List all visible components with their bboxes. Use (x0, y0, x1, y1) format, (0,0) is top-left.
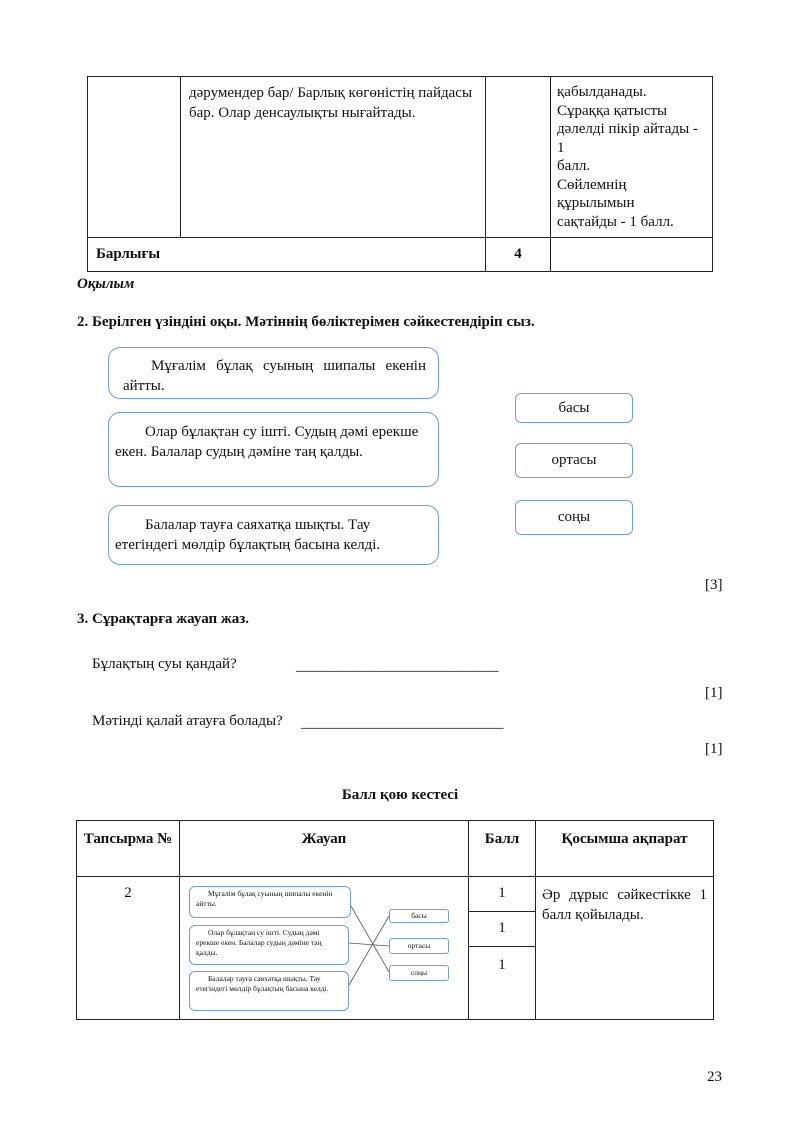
header-task-no: Тапсырма № (77, 821, 180, 877)
total-label: Барлығы (88, 238, 486, 272)
top-table (87, 76, 713, 272)
mini-tag-basy: басы (389, 909, 449, 923)
cell-line: Сұраққа қатысты (557, 102, 668, 119)
task-number: 2 (77, 877, 180, 1020)
task2-title: 2. Берілген үзіндіні оқы. Мәтіннің бөліктерімен сәйкестендіріп сыз. (77, 314, 535, 330)
table-cell (88, 77, 181, 238)
text-box-1-text: Мұғалім бұлақ суының шипалы екенін айтты. (123, 358, 426, 394)
cell-line: дәлелді пікір айтады - 1 (557, 121, 698, 156)
info-cell: Әр дұрыс сәйкестікке 1 балл қойылады. (536, 877, 714, 1020)
table-cell (181, 77, 486, 238)
task3-title: 3. Сұрақтарға жауап жаз. (77, 611, 250, 627)
table-cell (551, 77, 713, 238)
answer-line-2[interactable]: ___________________________ (301, 715, 504, 731)
table-cell (551, 238, 713, 272)
table-header-row (77, 821, 714, 877)
cell-line: балл. (557, 158, 591, 174)
point-2: 1 (469, 912, 535, 947)
cell-line: қабылданады. (557, 84, 647, 100)
cell-line: сақтайды - 1 балл. (557, 213, 674, 230)
q2-score: [1] (705, 741, 723, 757)
header-answer: Жауап (180, 821, 469, 877)
text-box-1 (108, 347, 439, 399)
score-table-title: Балл қою кестесі (341, 787, 459, 803)
point-3: 1 (498, 957, 506, 973)
section-title: Оқылым (77, 276, 135, 292)
table-row (88, 77, 713, 238)
question-2: Мәтінді қалай атауға болады? (92, 713, 283, 729)
mini-tag-sony: соңы (389, 965, 449, 981)
mini-tag-ortasy: ортасы (389, 938, 449, 954)
table-row (88, 238, 713, 272)
question-1: Бұлақтың суы қандай? (92, 656, 237, 672)
text-box-3 (108, 505, 439, 565)
header-info: Қосымша ақпарат (536, 821, 714, 877)
mini-box-3: Балалар тауға саяхатқа шықты. Тау етегіндегі мөлдір бұлақтың басына келді. (189, 971, 349, 1011)
page-number: 23 (707, 1069, 722, 1085)
text-box-3-text: Балалар тауға саяхатқа шықты. Тау етегіндегі мөлдір бұлақтың басына келді. (115, 517, 381, 553)
points-cell (469, 877, 536, 1020)
answer-cell (180, 877, 469, 1020)
tag-ortasy: ортасы (515, 443, 633, 478)
answer-line-1[interactable]: ___________________________ (296, 658, 499, 674)
score-table (76, 820, 714, 1020)
mini-box-2: Олар бұлақтан су ішті. Судың дәмі ерекше екен. Балалар судың дәміне таң қалды. (189, 925, 349, 965)
table-cell (486, 77, 551, 238)
table-row (77, 877, 714, 1020)
cell-line: Сөйлемнің құрылымын (557, 176, 635, 211)
header-points: Балл (469, 821, 536, 877)
point-1: 1 (469, 877, 535, 912)
text-box-2-text: Олар бұлақтан су ішті. Судың дәмі ерекше екен. Балалар судың дәміне таң қалды. (115, 424, 419, 460)
task2-score: [3] (705, 577, 723, 593)
q1-score: [1] (705, 685, 723, 701)
cell-text: дәрумендер бар/ Барлық көгөністің пайдасы бар. Олар денсаулықты нығайтады. (189, 85, 473, 121)
text-box-2 (108, 412, 439, 487)
mini-box-1: Мұғалім бұлақ суының шипалы екенін айтты. (189, 886, 351, 918)
tag-sony: соңы (515, 500, 633, 535)
total-value: 4 (486, 238, 551, 272)
tag-basy: басы (515, 393, 633, 423)
